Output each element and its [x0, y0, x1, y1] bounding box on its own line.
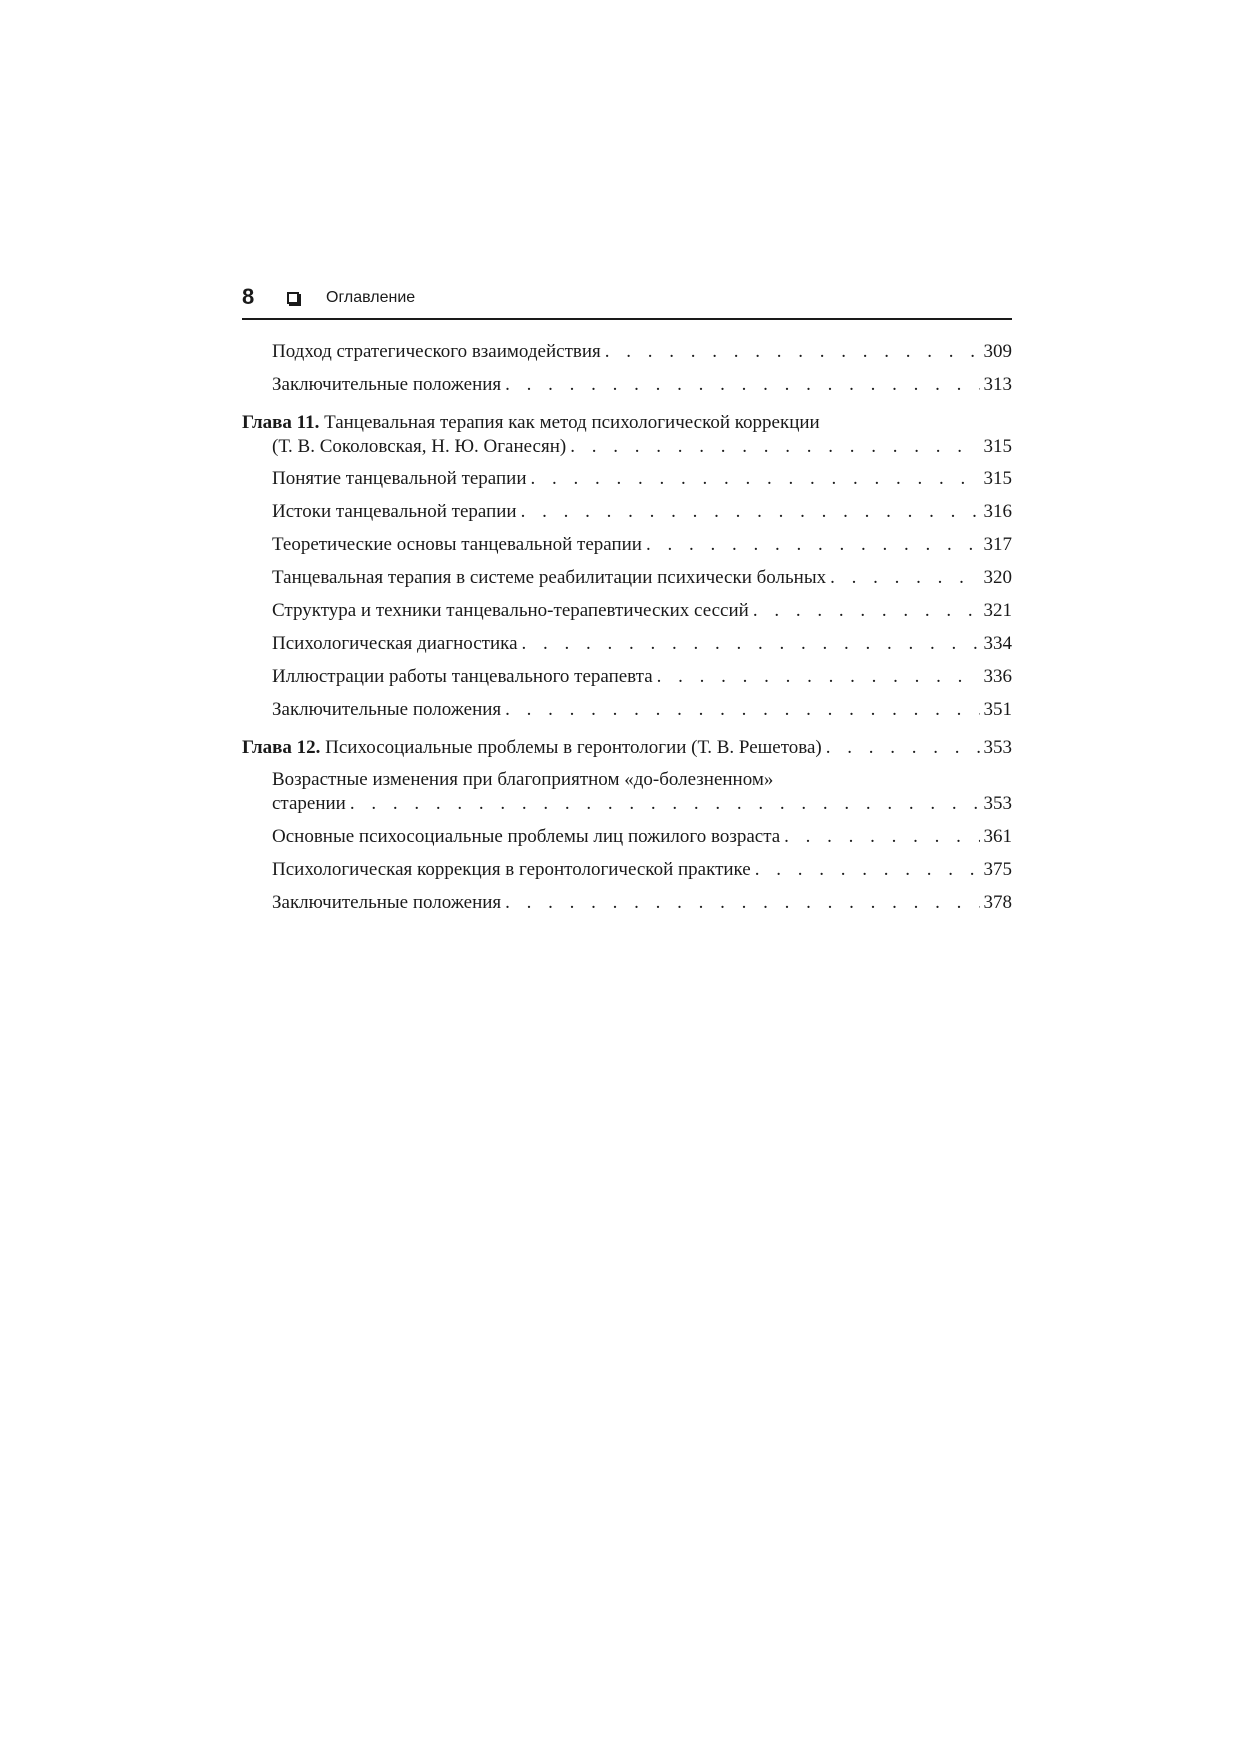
- toc-entry-title: Возрастные изменения при благоприятном «до-болезненном»: [272, 769, 774, 790]
- toc-entry-title: Истоки танцевальной терапии: [272, 501, 517, 522]
- dot-leader: [646, 533, 980, 557]
- dot-leader: [505, 373, 979, 397]
- running-title: Оглавление: [326, 289, 416, 306]
- toc-entry[interactable]: [242, 698, 1012, 722]
- dot-leader: [505, 891, 979, 915]
- toc-entry-page: 317: [983, 534, 1012, 555]
- dot-leader: [755, 858, 980, 882]
- toc-entry-page: 378: [983, 892, 1012, 913]
- toc-entry[interactable]: [242, 373, 1012, 397]
- toc-entry-title: Заключительные положения: [272, 892, 502, 913]
- dot-leader: [522, 632, 980, 656]
- toc-entry[interactable]: [242, 467, 1012, 491]
- toc-entry[interactable]: [242, 891, 1012, 915]
- toc-entry-page: 309: [983, 341, 1012, 362]
- toc-entry-title: Психологическая коррекция в геронтологической практике: [272, 859, 751, 880]
- toc-entry-title: Подход стратегического взаимодействия: [272, 341, 601, 362]
- toc-entry-page: 334: [983, 633, 1012, 654]
- toc-entry-page: 315: [983, 468, 1012, 489]
- running-header: [242, 282, 1012, 320]
- dot-leader: [753, 599, 980, 623]
- page-number: 8: [242, 284, 255, 309]
- dot-leader: [657, 665, 980, 689]
- toc-entry-multiline[interactable]: [242, 768, 1012, 816]
- chapter-page: 315: [983, 436, 1012, 457]
- chapter-page: 353: [983, 737, 1012, 758]
- dot-leader: [505, 698, 979, 722]
- chapter-12-entry[interactable]: [242, 736, 1012, 760]
- toc-entry-title: Понятие танцевальной терапии: [272, 468, 527, 489]
- chapter-label: Глава 12.: [242, 737, 321, 758]
- chapter-title: Танцевальная терапия как метод психологической коррекции: [324, 412, 820, 433]
- toc-entry-page: 336: [983, 666, 1012, 687]
- toc-entry-page: 313: [983, 374, 1012, 395]
- toc-entry-title: Танцевальная терапия в системе реабилитации психически больных: [272, 567, 827, 588]
- toc-entry-title: Заключительные положения: [272, 699, 502, 720]
- toc-entry-page: 361: [983, 826, 1012, 847]
- dot-leader: [605, 340, 980, 364]
- chapter-authors: (Т. В. Соколовская, Н. Ю. Оганесян): [272, 436, 567, 457]
- toc-entry-page: 375: [983, 859, 1012, 880]
- table-of-contents: [242, 340, 1012, 915]
- dot-leader: [826, 736, 980, 760]
- toc-entry-title-cont: старении: [272, 793, 346, 814]
- toc-entry-title: Теоретические основы танцевальной терапии: [272, 534, 642, 555]
- toc-entry-page: 321: [983, 600, 1012, 621]
- dot-leader: [784, 825, 979, 849]
- dot-leader: [531, 467, 980, 491]
- dot-leader: [830, 566, 979, 590]
- toc-entry-title: Иллюстрации работы танцевального терапевта: [272, 666, 653, 687]
- toc-entry[interactable]: [242, 340, 1012, 364]
- toc-entry[interactable]: [242, 566, 1012, 590]
- chapter-title: Психосоциальные проблемы в геронтологии (Т. В. Решетова): [325, 737, 822, 758]
- toc-entry[interactable]: [242, 500, 1012, 524]
- toc-entry-title: Психологическая диагностика: [272, 633, 518, 654]
- toc-entry-page: 353: [983, 793, 1012, 814]
- toc-entry[interactable]: [242, 665, 1012, 689]
- toc-entry[interactable]: [242, 858, 1012, 882]
- toc-entry[interactable]: [242, 825, 1012, 849]
- toc-entry-page: 320: [983, 567, 1012, 588]
- dot-leader: [521, 500, 980, 524]
- square-bullet-icon: [287, 292, 299, 304]
- dot-leader: [350, 792, 980, 816]
- toc-entry[interactable]: [242, 632, 1012, 656]
- dot-leader: [570, 435, 979, 459]
- chapter-label: Глава 11.: [242, 412, 320, 433]
- toc-entry[interactable]: [242, 599, 1012, 623]
- toc-entry[interactable]: [242, 533, 1012, 557]
- toc-entry-page: 316: [983, 501, 1012, 522]
- toc-entry-title: Заключительные положения: [272, 374, 502, 395]
- chapter-11-entry[interactable]: [242, 411, 1012, 459]
- toc-entry-title: Структура и техники танцевально-терапевтических сессий: [272, 600, 749, 621]
- toc-entry-page: 351: [983, 699, 1012, 720]
- toc-entry-title: Основные психосоциальные проблемы лиц пожилого возраста: [272, 826, 781, 847]
